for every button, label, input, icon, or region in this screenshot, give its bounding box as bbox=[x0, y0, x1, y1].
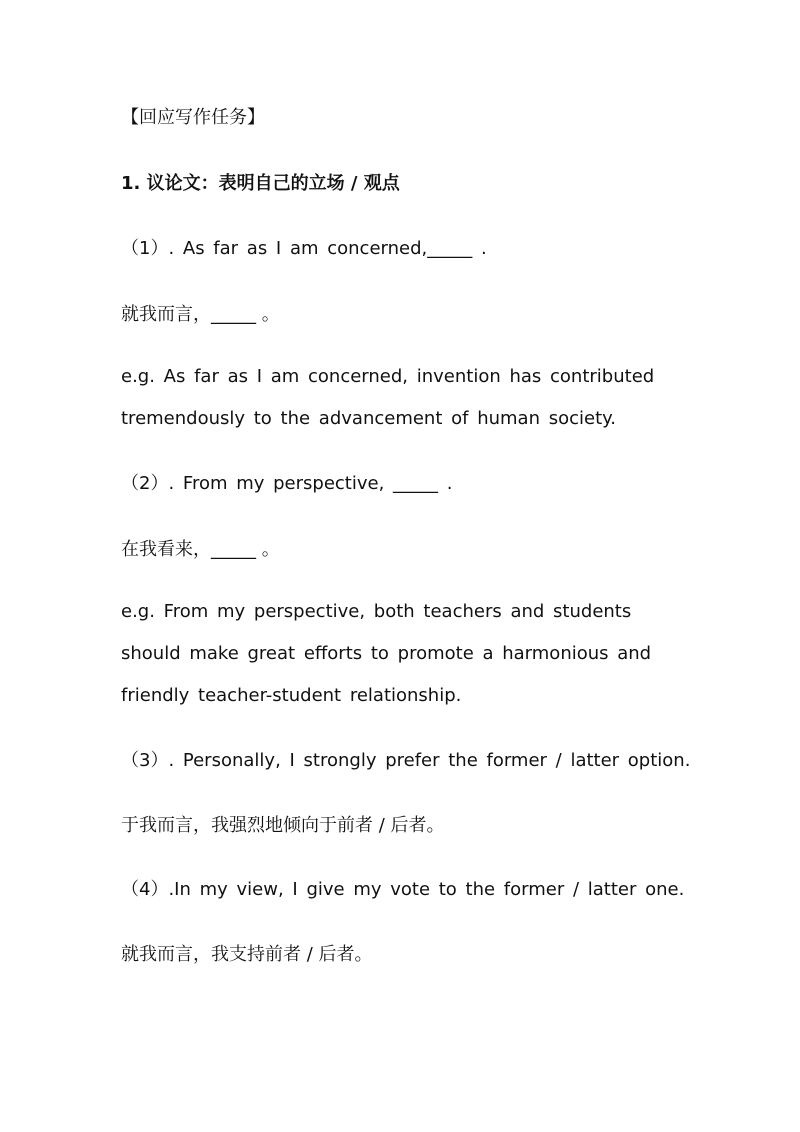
heading: 【回应写作任务】 bbox=[121, 107, 265, 128]
item-2-example-line-2: should make great efforts to promote a harmonious and bbox=[121, 643, 652, 664]
item-2-english: （2）. From my perspective, _____ . bbox=[121, 473, 453, 494]
item-2-example-line-3: friendly teacher-student relationship. bbox=[121, 685, 462, 706]
item-3-chinese: 于我而言，我强烈地倾向于前者 / 后者。 bbox=[121, 815, 445, 836]
item-4-chinese: 就我而言，我支持前者 / 后者。 bbox=[121, 944, 373, 965]
item-3-english: （3）. Personally, I strongly prefer the former / latter option. bbox=[121, 750, 691, 771]
item-1-example-line-1: e.g. As far as I am concerned, invention has contributed bbox=[121, 366, 655, 387]
item-1-english: （1）. As far as I am concerned,_____ . bbox=[121, 238, 487, 259]
item-1-example-line-2: tremendously to the advancement of human society. bbox=[121, 408, 616, 429]
item-2-example-line-1: e.g. From my perspective, both teachers and students bbox=[121, 601, 632, 622]
item-4-english: （4）.In my view, I give my vote to the former / latter one. bbox=[121, 879, 685, 900]
section-title: 1. 议论文：表明自己的立场 / 观点 bbox=[121, 173, 400, 194]
item-2-chinese: 在我看来，_____ 。 bbox=[121, 539, 280, 560]
item-1-chinese: 就我而言，_____ 。 bbox=[121, 304, 280, 325]
